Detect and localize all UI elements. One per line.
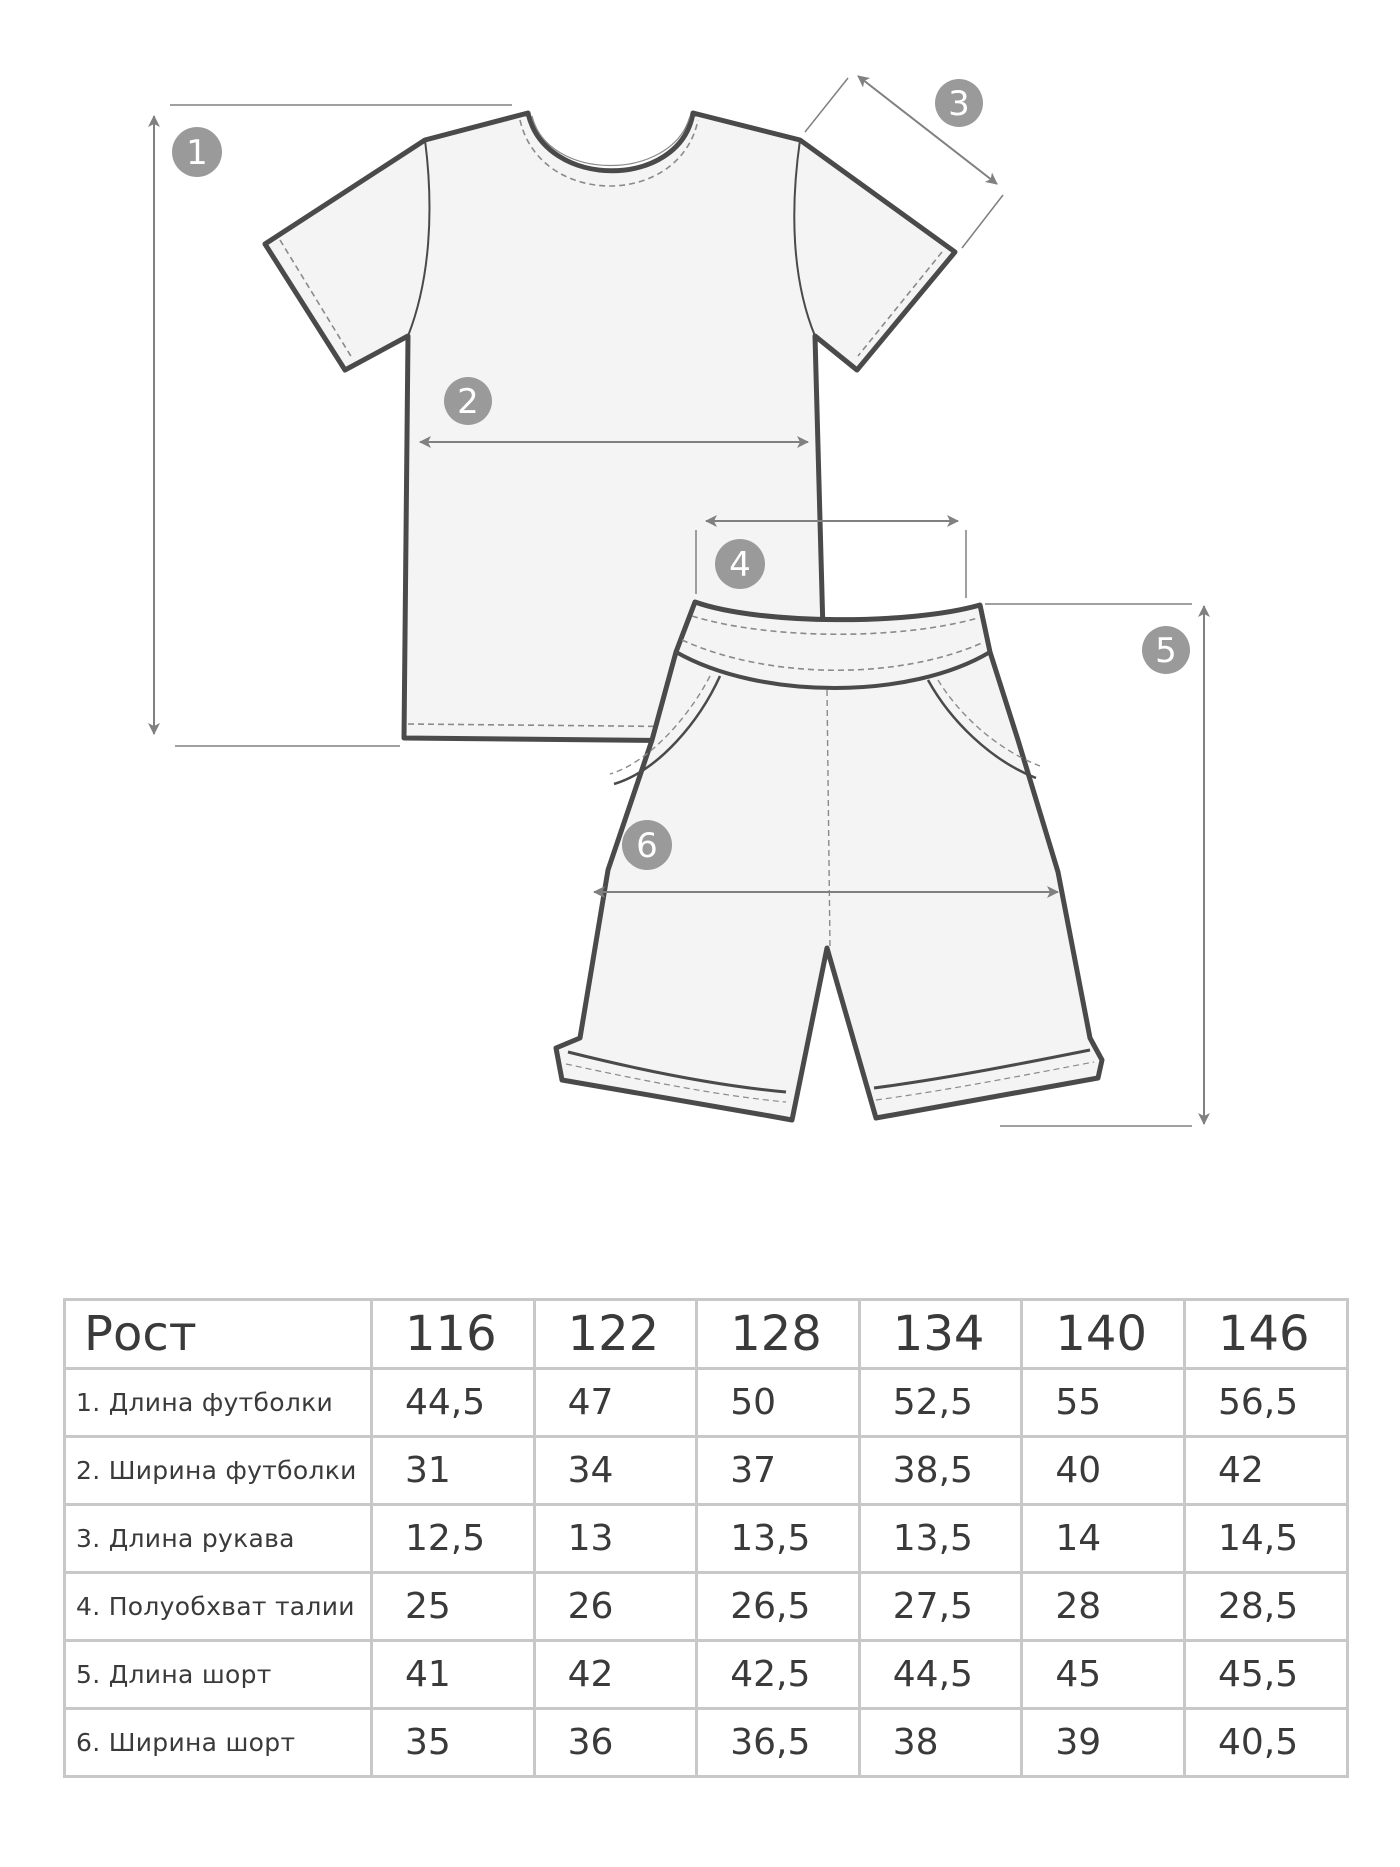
size-header: 134 [859, 1300, 1022, 1369]
table-cell: 13,5 [697, 1505, 860, 1573]
table-cell: 41 [372, 1641, 535, 1709]
marker-6 [622, 820, 672, 870]
table-cell: 52,5 [859, 1369, 1022, 1437]
size-header: 116 [372, 1300, 535, 1369]
size-header: 122 [534, 1300, 697, 1369]
row-label: 4. Полуобхват талии [65, 1573, 372, 1641]
table-cell: 38 [859, 1709, 1022, 1777]
row-label: 1. Длина футболки [65, 1369, 372, 1437]
table-cell: 36,5 [697, 1709, 860, 1777]
row-label: 6. Ширина шорт [65, 1709, 372, 1777]
svg-text:6: 6 [636, 826, 658, 866]
table-cell: 26,5 [697, 1573, 860, 1641]
table-cell: 36 [534, 1709, 697, 1777]
table-cell: 14 [1022, 1505, 1185, 1573]
size-table [63, 1298, 1349, 1778]
table-cell: 55 [1022, 1369, 1185, 1437]
size-header: 128 [697, 1300, 860, 1369]
guide-3-right [962, 195, 1003, 248]
table-cell: 42,5 [697, 1641, 860, 1709]
row-label: 2. Ширина футболки [65, 1437, 372, 1505]
size-header: 140 [1022, 1300, 1185, 1369]
height-header: Рост [65, 1300, 372, 1369]
table-row [65, 1505, 1348, 1573]
table-cell: 44,5 [372, 1369, 535, 1437]
marker-5 [1142, 626, 1190, 674]
table-cell: 13,5 [859, 1505, 1022, 1573]
table-cell: 47 [534, 1369, 697, 1437]
table-header-row [65, 1300, 1348, 1369]
table-cell: 34 [534, 1437, 697, 1505]
table-cell: 14,5 [1184, 1505, 1347, 1573]
table-cell: 28 [1022, 1573, 1185, 1641]
table-cell: 31 [372, 1437, 535, 1505]
marker-2 [444, 377, 492, 425]
table-cell: 26 [534, 1573, 697, 1641]
table-cell: 56,5 [1184, 1369, 1347, 1437]
table-cell: 12,5 [372, 1505, 535, 1573]
row-label: 5. Длина шорт [65, 1641, 372, 1709]
table-cell: 38,5 [859, 1437, 1022, 1505]
table-cell: 28,5 [1184, 1573, 1347, 1641]
svg-text:5: 5 [1155, 631, 1177, 671]
guide-3-left [805, 78, 848, 132]
table-cell: 35 [372, 1709, 535, 1777]
size-header: 146 [1184, 1300, 1347, 1369]
table-cell: 13 [534, 1505, 697, 1573]
svg-text:1: 1 [186, 133, 208, 173]
table-row [65, 1573, 1348, 1641]
svg-text:2: 2 [457, 382, 479, 422]
table-cell: 39 [1022, 1709, 1185, 1777]
marker-4 [715, 539, 765, 589]
table-cell: 45,5 [1184, 1641, 1347, 1709]
table-cell: 42 [1184, 1437, 1347, 1505]
svg-text:4: 4 [729, 545, 751, 585]
table-cell: 37 [697, 1437, 860, 1505]
table-cell: 45 [1022, 1641, 1185, 1709]
table-cell: 42 [534, 1641, 697, 1709]
table-cell: 27,5 [859, 1573, 1022, 1641]
table-cell: 50 [697, 1369, 860, 1437]
svg-text:3: 3 [948, 84, 970, 124]
table-cell: 25 [372, 1573, 535, 1641]
marker-1 [172, 127, 222, 177]
table-cell: 40,5 [1184, 1709, 1347, 1777]
table-row [65, 1641, 1348, 1709]
table-cell: 40 [1022, 1437, 1185, 1505]
table-row [65, 1369, 1348, 1437]
table-cell: 44,5 [859, 1641, 1022, 1709]
row-label: 3. Длина рукава [65, 1505, 372, 1573]
table-row [65, 1709, 1348, 1777]
table-row [65, 1437, 1348, 1505]
marker-3 [935, 79, 983, 127]
